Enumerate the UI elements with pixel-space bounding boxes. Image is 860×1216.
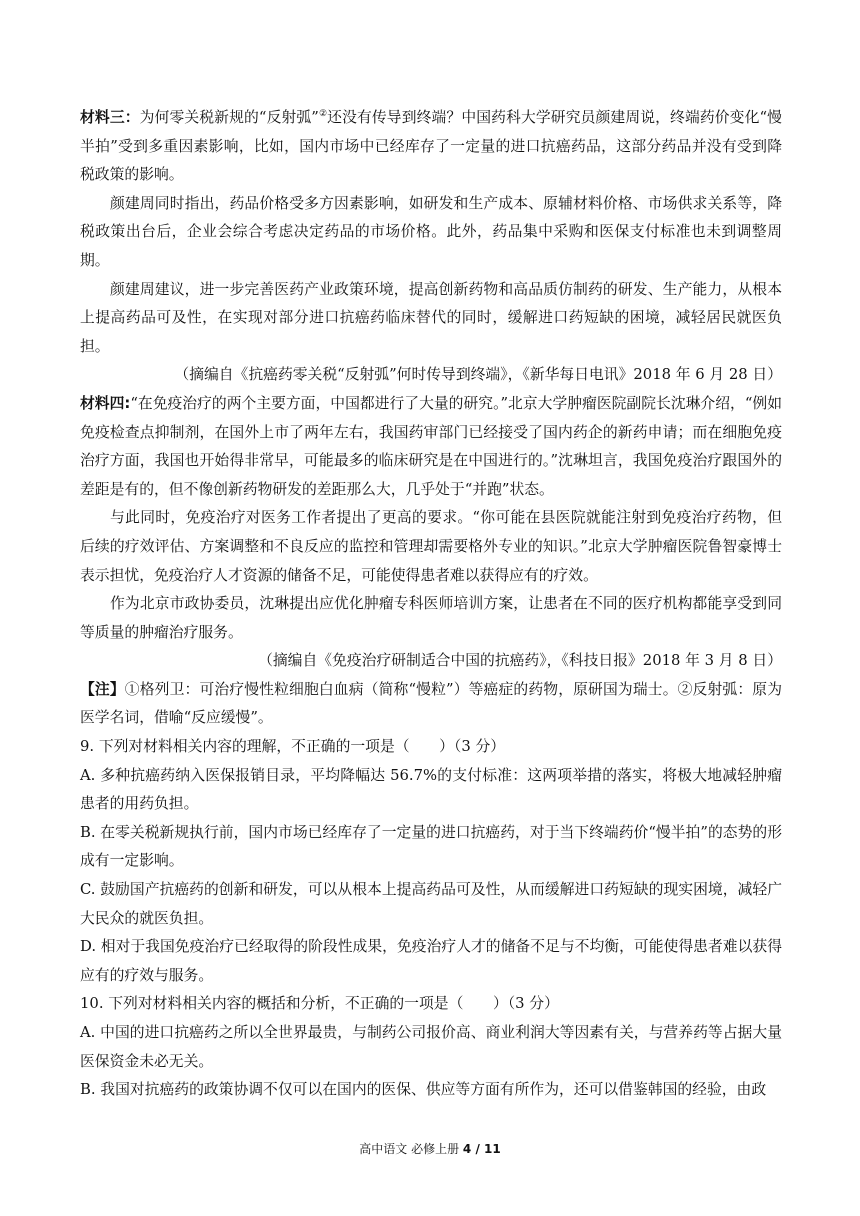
question-9-option-d: D. 相对于我国免疫治疗已经取得的阶段性成果，免疫治疗人才的储备不足与不均衡，可能使得患者难以获得应有的疗效与服务。	[80, 938, 782, 984]
material-4-label: 材料四:	[80, 394, 131, 412]
question-9-stem: 9. 下列对材料相关内容的理解，不正确的一项是（ ）（3 分）	[80, 738, 506, 756]
material-3-label: 材料三：	[80, 109, 140, 126]
page-content	[80, 104, 782, 1105]
material-4-source: （摘编自《免疫治疗研制适合中国的抗癌药》，《科技日报》2018 年 3 月 8 日）	[258, 652, 782, 670]
question-10-stem: 10. 下列对材料相关内容的概括和分析，不正确的一项是（ ）（3 分）	[80, 995, 559, 1013]
question-9-option-a: A. 多种抗癌药纳入医保报销目录，平均降幅达 56.7%的支付标准：这两项举措的落实，将极大地减轻肿瘤患者的用药负担。	[80, 766, 782, 813]
material-4-paragraph-2: 与此同时，免疫治疗对医务工作者提出了更高的要求。“你可能在县医院就能注射到免疫治疗药物，但后续的疗效评估、方案调整和不良反应的监控和管理却需要格外专业的知识。”北京大学肿瘤医院鲁智豪博士表示担忧，免疫治疗人才资源的储备不足，可能使得患者难以获得应有的疗效。	[80, 509, 782, 584]
material-4-paragraph-3: 作为北京市政协委员，沈琳提出应优化肿瘤专科医师培训方案，让患者在不同的医疗机构都能享受到同等质量的肿瘤治疗服务。	[80, 595, 782, 641]
page-footer	[0, 1140, 860, 1157]
question-9-option-b: B. 在零关税新规执行前，国内市场已经库存了一定量的进口抗癌药，对于当下终端药价“慢半拍”的态势的形成有一定影响。	[80, 823, 782, 870]
question-10-option-a: A. 中国的进口抗癌药之所以全世界最贵，与制药公司报价高、商业利润大等因素有关，与营养药等占据大量医保资金未必无关。	[80, 1024, 782, 1070]
note: 【注】①格列卫：可治疗慢性粒细胞白血病（简称“慢粒”）等癌症的药物，原研国为瑞士。②反射弧：原为医学名词，借喻“反应缓慢”。	[80, 680, 782, 727]
material-3-paragraph-2: 颜建周同时指出，药品价格受多方因素影响，如研发和生产成本、原辅材料价格、市场供求关系等，降税政策出台后，企业会综合考虑决定药品的市场价格。此外，药品集中采购和医保支付标准也未到调整周期。	[80, 194, 782, 269]
question-10-option-b: B. 我国对抗癌药的政策协调不仅可以在国内的医保、供应等方面有所作为，还可以借鉴韩国的经验，由政	[80, 1081, 767, 1099]
material-3-paragraph-1: 材料三：为何零关税新规的“反射弧”②还没有传导到终端？中国药科大学研究员颜建周说，终端药价变化“慢半拍”受到多重因素影响，比如，国内市场中已经库存了一定量的进口抗癌药品，这部分药品并没有受到降税政策的影响。	[80, 109, 782, 184]
question-9-option-c: C. 鼓励国产抗癌药的创新和研发，可以从根本上提高药品可及性，从而缓解进口药短缺的现实困境，减轻广大民众的就医负担。	[80, 881, 782, 927]
material-4-paragraph-1: 材料四:“在免疫治疗的两个主要方面，中国都进行了大量的研究。”北京大学肿瘤医院副院长沈琳介绍，“例如免疫检查点抑制剂，在国外上市了两年左右，我国药审部门已经接受了国内药企的新药申请；而在细胞免疫治疗方面，我国也开始得非常早，可能最多的临床研究是在中国进行的。”沈琳坦言，我国免疫治疗跟国外的差距是有的，但不像创新药物研发的差距那么大，几乎处于“并跑”状态。	[80, 394, 782, 498]
material-3-source: （摘编自《抗癌药零关税“反射弧”何时传导到终端》，《新华每日电讯》2018 年 6 月 28 日）	[174, 366, 782, 384]
footer-text: 高中语文 必修上册	[359, 1142, 463, 1156]
page-number: 4 / 11	[462, 1142, 501, 1156]
footnote-marker: ②	[318, 109, 328, 120]
material-3-paragraph-3: 颜建周建议，进一步完善医药产业政策环境，提高创新药物和高品质仿制药的研发、生产能力，从根本上提高药品可及性，在实现对部分进口抗癌药临床替代的同时，缓解进口药短缺的困境，减轻居民就医负担。	[80, 280, 782, 355]
note-label: 【注】	[80, 680, 125, 698]
